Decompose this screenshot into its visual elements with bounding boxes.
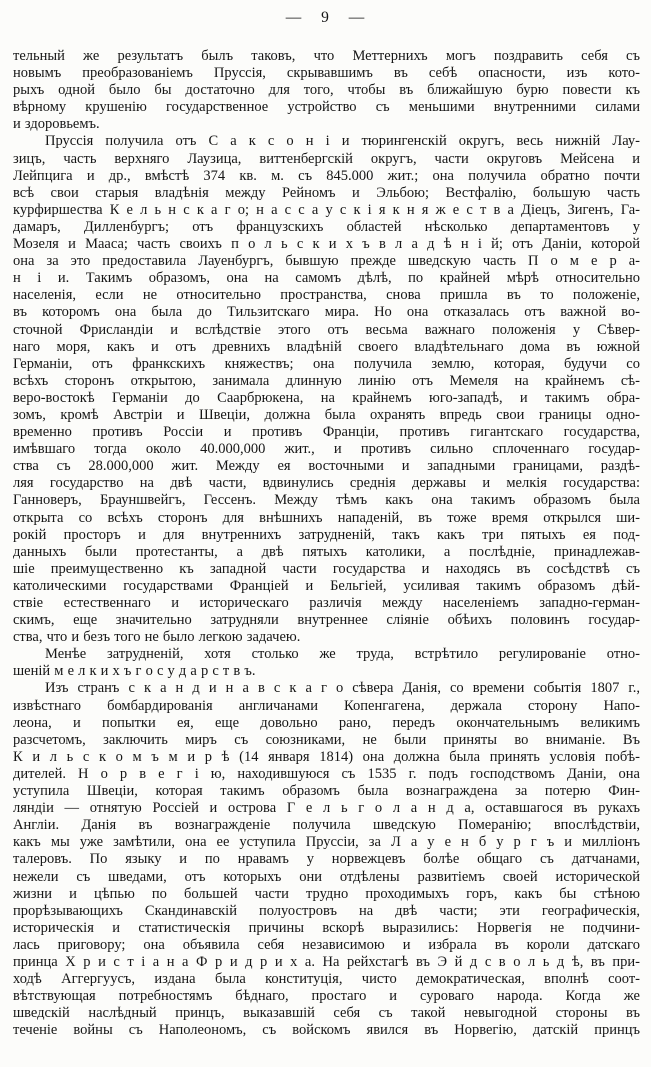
text-block [13,48,640,1039]
paragraph [13,680,640,1039]
text-line: лась приговору; она объявила себя независимою и избрала въ короли датскаго [13,936,640,953]
text-line: наго моря, какъ и отъ древнихъ владѣній своего владѣтельнаго дома въ южной [13,338,640,355]
text-line: католическими государствами Франціей и Бельгіей, усиливая такимъ образомъ дѣй- [13,577,640,594]
text-line: новымъ преобразованіемъ Пруссія, скрывавшимъ въ себѣ опасности, изъ кото- [13,65,640,82]
text-line: тельный же результатъ былъ таковъ, что Меттернихъ могъ поздравить себя съ [13,48,640,64]
text-line: ляя государство на двѣ части, вдвинулись среднія державы и мелкія государства: [13,475,640,492]
text-line: сточной Фрисландіи и вслѣдствіе этого отъ весьма важнаго положенія у Сѣвер- [13,321,640,338]
text-line: шведскій наслѣдный принцъ, выказавшій себя съ такой невыгодной стороны въ [13,1005,640,1022]
text-line: ства, что и безъ того не было легкою задачею. [13,629,301,646]
paragraph [13,133,640,646]
text-line: нежели съ шведами, отъ которыхъ они отдѣлены развитіемъ своей исторической [13,868,640,885]
text-line: Изъ странъ с к а н д и н а в с к а г о сѣвера Данія, со времени событія 1807 г., [45,680,640,697]
text-line: Пруссія получила отъ С а к с о н і и тюрингенскій округъ, весь нижній Лау- [45,133,640,150]
paragraph [13,646,640,680]
text-line: Англіи. Данія въ вознагражденіе получила шведскую Померанію; впослѣдствіи, [13,817,640,834]
text-line: временно противъ Россіи и противъ Франціи, противъ гигантскаго государства, [13,424,640,441]
text-line: Менѣе затрудненій, хотя столько же труда, встрѣтило регулированіе отно- [45,646,640,663]
text-line: имѣвшаго тогда около 40.000,000 жит., и противъ сильно сплоченнаго государ- [13,441,640,458]
text-line: талеровъ. По языку и по нравамъ у норвежцевъ болѣе общаго съ датчанами, [13,851,640,868]
text-line: Германіи, отъ франкскихъ княжествъ; она получила землю, которая, будучи со [13,355,640,372]
text-line: Мозеля и Мааса; часть своихъ п о л ь с к и х ъ в л а д ѣ н і й; отъ Даніи, которой [13,236,640,253]
text-line: н і и. Такимъ образомъ, она на самомъ дѣлѣ, по крайней мѣрѣ относительно [13,270,640,287]
text-line: прорѣзывающихъ Скандинавскій полуостровъ на двѣ части; эти географическія, [13,902,640,919]
text-line: зицъ, часть верхняго Лаузица, виттенбергскій округъ, части округовъ Мейсена и [13,150,640,167]
text-line: курфиршества К е л ь н с к а г о; н а с с а у с к і я к н я ж е с т в а Діецъ, Зигенъ, Га- [13,201,640,218]
page-number: — 9 — [285,9,366,26]
text-line: рыхъ одной было бы достаточно для того, чтобы въ ближайшую бурю повести къ [13,82,640,99]
text-line: скимъ, еще значительно затрудняли внутреннее сліяніе обѣихъ половинъ государ- [13,612,640,629]
text-line: леона, и попытки ея, еще довольно рано, передъ окончательнымъ великимъ [13,714,640,731]
text-line: жизни и цѣпью по большей части трудно проходимыхъ горъ, какъ бы стѣною [13,885,640,902]
text-line: всѣ свои старыя владѣнія между Рейномъ и Эльбою; Вестфалію, большую часть [13,184,640,201]
text-line: шіе преимущественно къ западной части государства и находясь въ сосѣдствѣ съ [13,560,640,577]
text-line: данныхъ были протестанты, а двѣ пятыхъ католики, а послѣдніе, принадлежав- [13,543,640,560]
text-line: въ которомъ она была до Тильзитскаго мира. Но она отказалась отъ важной во- [13,304,640,321]
text-line: вѣрному крушенію государственное устройство съ меньшими внутренними силами [13,99,640,116]
text-line: населенія, если не относительно пространства, снова пришла въ то положеніе, [13,287,640,304]
text-line: принца Х р и с т і а н а Ф р и д р и х а. На рейхстагѣ въ Э й д с в о л ь д ѣ, въ при- [13,953,640,970]
text-line: теченіе войны съ Наполеономъ, съ войскомъ явился въ Норвегію, датскій принцъ [13,1022,640,1039]
text-line: ствіе естественнаго и историческаго различія между населеніемъ западно-герман- [13,595,640,611]
text-line: ляндіи — отнятую Россіей и острова Г е л ь г о л а н д а, оставшагося въ рукахъ [13,800,640,817]
text-line: уступила Швеціи, которая такимъ образомъ была вознаграждена за потерю Фин- [13,783,640,800]
text-line: какъ мы уже замѣтили, она ее уступила Пруссіи, за Л а у е н б у р г ъ и милліонъ [13,834,640,851]
text-line: ходѣ Аггергуусъ, издана была конституція, чисто демократическая, вполнѣ соот- [13,971,640,988]
text-line: Ганноверъ, Брауншвейгъ, Гессенъ. Между тѣмъ какъ она такимъ образомъ была [13,492,640,509]
text-line: она за это предоставила Лауенбургъ, бывшую прежде шведскую часть П о м е р а- [13,253,640,270]
page-header [0,9,651,27]
text-line: открыта со всѣхъ сторонъ для внѣшнихъ нападеній, въ тоже время открылся ши- [13,509,640,526]
text-line: ства съ 28.000,000 жит. Между ея восточными и западными границами, раздѣ- [13,458,640,475]
text-line: разсчетомъ, заключить миръ съ союзниками, не были приняты во вниманіе. Въ [13,731,640,748]
text-line: шеній м е л к и х ъ г о с у д а р с т в ъ. [13,663,256,680]
text-line: Лейпцига и др., вмѣстѣ 374 кв. м. съ 845.000 жит.; она получила обратно почти [13,167,640,184]
text-line: рокій просторъ и для внутреннихъ затрудненій, такъ какъ три пятыхъ ея под- [13,526,640,543]
text-line: веро-востокѣ Германіи до Саарбрюкена, на крайнемъ юго-западѣ, и такимъ обра- [13,389,640,406]
text-line: дителей. Н о р в е г і ю, находившуюся съ 1535 г. подъ господствомъ Даніи, она [13,765,640,782]
text-line: дамаръ, Дилленбургъ; отъ французскихъ областей нѣсколько департаментовъ у [13,218,640,235]
paragraph [13,48,640,133]
text-line: и здоровьемъ. [13,116,100,133]
text-line: всѣхъ сторонъ открытою, занимала длинную линію отъ Мемеля на крайнемъ сѣ- [13,372,640,389]
text-line: вѣтствующая потребностямъ бѣднаго, простаго и суроваго народа. Когда же [13,988,640,1005]
text-line: К и л ь с к о м ъ м и р ѣ (14 января 1814) она должна была принять условія побѣ- [13,748,640,765]
text-line: зомъ, кромѣ Австріи и Швеціи, должна была охранять впредь свои границы одно- [13,406,640,423]
text-line: историческія и статистическія причины вскорѣ выразились: Норвегія не подчини- [13,919,640,936]
text-line: извѣстнаго бомбардированія англичанами Копенгагена, держала сторону Напо- [13,697,640,714]
